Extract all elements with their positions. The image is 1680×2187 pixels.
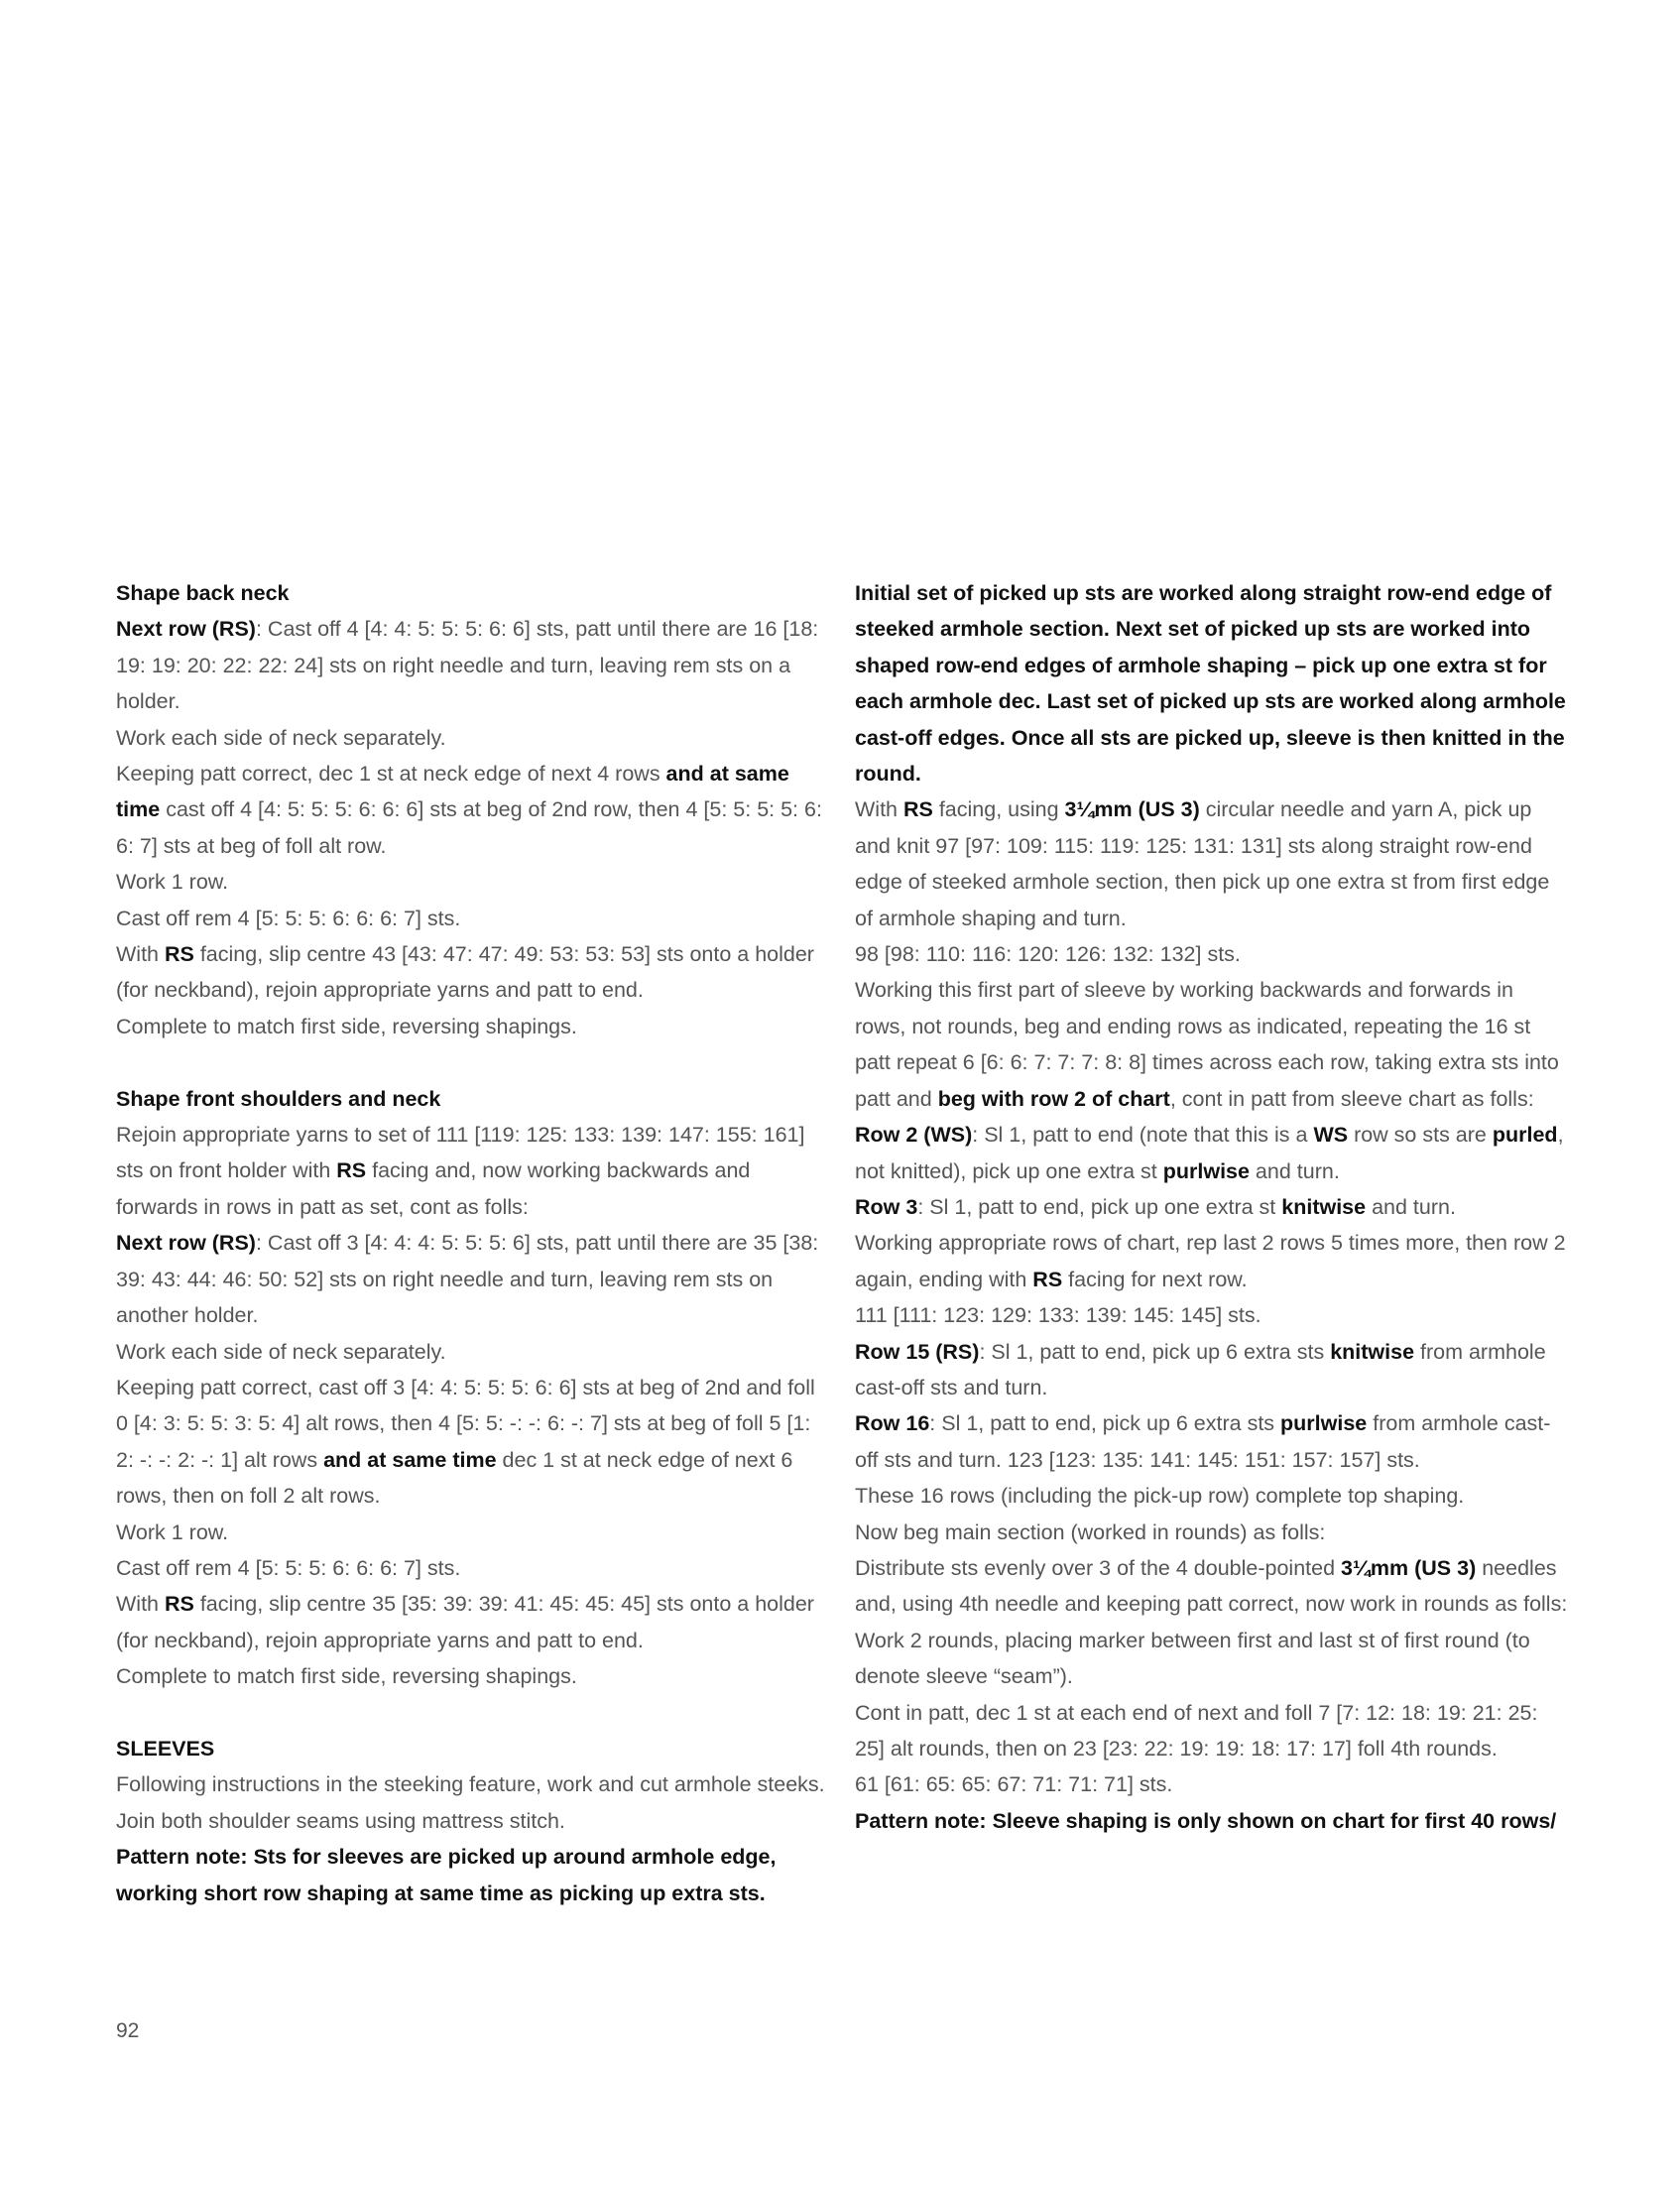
working-rows [855, 1225, 1569, 1297]
working-bold: beg with row 2 of chart [937, 1086, 1170, 1111]
sleeve-pick-up [855, 791, 1569, 936]
working-text-b: , cont in patt from sleeve chart as folls: [1169, 1086, 1534, 1111]
row-16-instruction [855, 1405, 1569, 1478]
now-beg-main: Now beg main section (worked in rounds) as folls: [855, 1519, 1326, 1544]
with-rs: RS [164, 942, 194, 967]
needle-size: 3¼mm (US 3) [1341, 1555, 1477, 1580]
front-next-row [116, 1225, 830, 1333]
needle-size: 3¼mm (US 3) [1064, 797, 1200, 822]
row-16-purlwise: purlwise [1280, 1411, 1368, 1436]
row-2-text-c: , not knitted), pick up one extra st [855, 1123, 1564, 1183]
spacer [116, 1044, 830, 1080]
working-rows-rs: RS [1032, 1267, 1063, 1291]
with-text-a: With [116, 1592, 165, 1617]
row-2-ws: WS [1313, 1123, 1349, 1148]
working-rows-text-b: facing for next row. [1062, 1267, 1248, 1291]
front-cast-off-rem: Cast off rem 4 [5: 5: 5: 6: 6: 6: 7] sts. [116, 1555, 461, 1580]
row-2-purled: purled [1492, 1123, 1558, 1148]
row-2-label: Row 2 (WS) [855, 1123, 973, 1148]
spacer [116, 1695, 830, 1731]
row-15-text-b: from armhole cast-off sts and turn. [855, 1339, 1546, 1399]
distribute-sts [855, 1550, 1569, 1623]
working-text-a: Working this first part of sleeve by working backwards and forwards in rows, not rounds, beg and ending rows as indicated, repeating the 16 st patt repeat 6 [6: 6: 7: 7: 7: 8: 8] times across each row, taking extra sts into patt and [855, 978, 1559, 1111]
row-3-label: Row 3 [855, 1194, 918, 1219]
keeping-text-a: Keeping patt correct, cast off 3 [4: 4: 5: 5: 5: 6: 6] sts at beg of 2nd and foll 0 [4: 3: 5: 5: 3: 5: 4] alt rows, then 4 [5: 5: -: -: 6: -: 7] sts at beg of foll 5 [1: 2: -: -: 2: -: 1] alt rows [116, 1375, 815, 1472]
row-2-text-a: : Sl 1, patt to end (note that this is a [972, 1123, 1314, 1148]
next-row-text: : Cast off 3 [4: 4: 4: 5: 5: 5: 6] sts, patt until there are 35 [38: 39: 43: 44: 46: 50: 52] sts on right needle and turn, leaving rem sts on another holder. [116, 1231, 819, 1328]
stitch-count-61: 61 [61: 65: 65: 67: 71: 71: 71] sts. [855, 1772, 1173, 1797]
front-shoulders-heading: Shape front shoulders and neck [116, 1086, 441, 1111]
keeping-text-b: cast off 4 [4: 5: 5: 5: 6: 6: 6] sts at beg of 2nd row, then 4 [5: 5: 5: 5: 6: 6: 7] sts at beg of foll alt row. [116, 797, 822, 858]
back-neck-work-row: Work 1 row. [116, 870, 229, 895]
row-15-instruction [855, 1334, 1569, 1406]
rejoin-text-b: facing and, now working backwards and forwards in rows in patt as set, cont as folls: [116, 1158, 751, 1219]
keeping-text-b: dec 1 st at neck edge of next 6 rows, then on foll 2 alt rows. [116, 1447, 793, 1509]
next-row-label: Next row (RS) [116, 1231, 256, 1256]
row-15-label: Row 15 (RS) [855, 1339, 980, 1364]
left-column [116, 575, 830, 1911]
back-neck-keeping [116, 756, 830, 864]
with-rs: RS [902, 797, 933, 822]
sleeves-following: Following instructions in the steeking feature, work and cut armhole steeks. Join both shoulder seams using mattress stitch. [116, 1772, 825, 1833]
front-work-row: Work 1 row. [116, 1519, 229, 1544]
sleeve-working [855, 972, 1569, 1117]
work-2-rounds: Work 2 rounds, placing marker between first and last st of first round (to denote sleeve “seam”). [855, 1628, 1530, 1689]
sleeve-pattern-note: Pattern note: Sleeve shaping is only shown on chart for first 40 rows/ [855, 1808, 1557, 1833]
sleeve-intro: Initial set of picked up sts are worked along straight row-end edge of steeked armhole section. Next set of picked up sts are worked into shaped row-end edges of armhole shaping – pick up one extra st for each armhole dec. Last set of picked up sts are worked along armhole cast-off edges. Once all sts are picked up, sleeve is then knitted in the round. [855, 581, 1566, 787]
stitch-count-111: 111 [111: 123: 129: 133: 139: 145: 145] sts. [855, 1303, 1261, 1328]
row-16-text-b: from armhole cast-off sts and turn. 123 [123: 135: 141: 145: 151: 157: 157] sts. [855, 1411, 1551, 1472]
with-rs: RS [164, 1592, 194, 1617]
row-3-knitwise: knitwise [1281, 1194, 1367, 1219]
these-16-rows: These 16 rows (including the pick-up row) complete top shaping. [855, 1484, 1465, 1509]
front-complete: Complete to match first side, reversing shapings. [116, 1664, 577, 1689]
working-rows-text-a: Working appropriate rows of chart, rep last 2 rows 5 times more, then row 2 again, ending with [855, 1231, 1566, 1291]
back-neck-next-row [116, 611, 830, 719]
next-row-text: : Cast off 4 [4: 4: 5: 5: 5: 6: 6] sts, patt until there are 16 [18: 19: 19: 20: 22: 22: 24] sts on right needle and turn, leaving rem sts on a holder. [116, 617, 819, 714]
front-with-rs [116, 1586, 830, 1658]
back-neck-heading: Shape back neck [116, 581, 290, 605]
keeping-bold: and at same time [323, 1447, 497, 1472]
back-neck-complete: Complete to match first side, reversing shapings. [116, 1014, 577, 1038]
front-rejoin [116, 1117, 830, 1225]
row-3-instruction [855, 1189, 1569, 1225]
row-2-instruction [855, 1117, 1569, 1189]
with-text-b: facing, slip centre 35 [35: 39: 39: 41: 45: 45: 45] sts onto a holder (for neckband), rejoin appropriate yarns and patt to end. [116, 1592, 814, 1652]
rejoin-text-a: Rejoin appropriate yarns to set of 111 [119: 125: 133: 139: 147: 155: 161] sts on front holder with [116, 1123, 805, 1183]
row-16-label: Row 16 [855, 1411, 930, 1436]
keeping-text-a: Keeping patt correct, dec 1 st at neck edge of next 4 rows [116, 762, 666, 787]
row-15-knitwise: knitwise [1330, 1339, 1415, 1364]
back-neck-with-rs [116, 936, 830, 1009]
front-keeping [116, 1370, 830, 1515]
distribute-text-a: Distribute sts evenly over 3 of the 4 double-pointed [855, 1555, 1342, 1580]
page-number: 92 [116, 2019, 140, 2042]
front-work-each-side: Work each side of neck separately. [116, 1339, 446, 1364]
with-text-b: facing, using [932, 797, 1065, 822]
with-text-a: With [855, 797, 903, 822]
row-2-text-d: and turn. [1249, 1158, 1340, 1183]
cont-in-patt: Cont in patt, dec 1 st at each end of next and foll 7 [7: 12: 18: 19: 21: 25: 25] alt rounds, then on 23 [23: 22: 19: 19: 18: 17: 17] foll 4th rounds. [855, 1700, 1538, 1761]
with-text-b: facing, slip centre 43 [43: 47: 47: 49: 53: 53: 53] sts onto a holder (for neckband), rejoin appropriate yarns and patt to end. [116, 942, 814, 1003]
with-text-a: With [116, 942, 165, 967]
back-neck-work-each-side: Work each side of neck separately. [116, 725, 446, 750]
row-3-text-a: : Sl 1, patt to end, pick up one extra st [917, 1194, 1282, 1219]
row-2-text-b: row so sts are [1348, 1123, 1493, 1148]
row-16-text-a: : Sl 1, patt to end, pick up 6 extra sts [929, 1411, 1281, 1436]
row-3-text-b: and turn. [1366, 1194, 1456, 1219]
distribute-text-b: needles and, using 4th needle and keeping patt correct, now work in rounds as folls: [855, 1555, 1568, 1617]
sleeves-pattern-note: Pattern note: Sts for sleeves are picked up around armhole edge, working short row shaping at same time as picking up extra sts. [116, 1845, 777, 1905]
next-row-label: Next row (RS) [116, 617, 256, 642]
row-15-text-a: : Sl 1, patt to end, pick up 6 extra sts [979, 1339, 1331, 1364]
back-neck-cast-off-rem: Cast off rem 4 [5: 5: 5: 6: 6: 6: 7] sts. [116, 906, 461, 930]
rejoin-rs: RS [336, 1158, 367, 1183]
with-text-c: circular needle and yarn A, pick up and knit 97 [97: 109: 115: 119: 125: 131: 131] sts along straight row-end edge of steeked armhole section, then pick up one extra st from first edge of armhole shaping and turn. [855, 797, 1550, 930]
stitch-count-98: 98 [98: 110: 116: 120: 126: 132: 132] sts. [855, 942, 1241, 967]
row-2-purlwise: purlwise [1162, 1158, 1250, 1183]
sleeves-heading: SLEEVES [116, 1736, 215, 1761]
right-column [855, 575, 1569, 1839]
keeping-bold: and at same time [116, 762, 789, 822]
